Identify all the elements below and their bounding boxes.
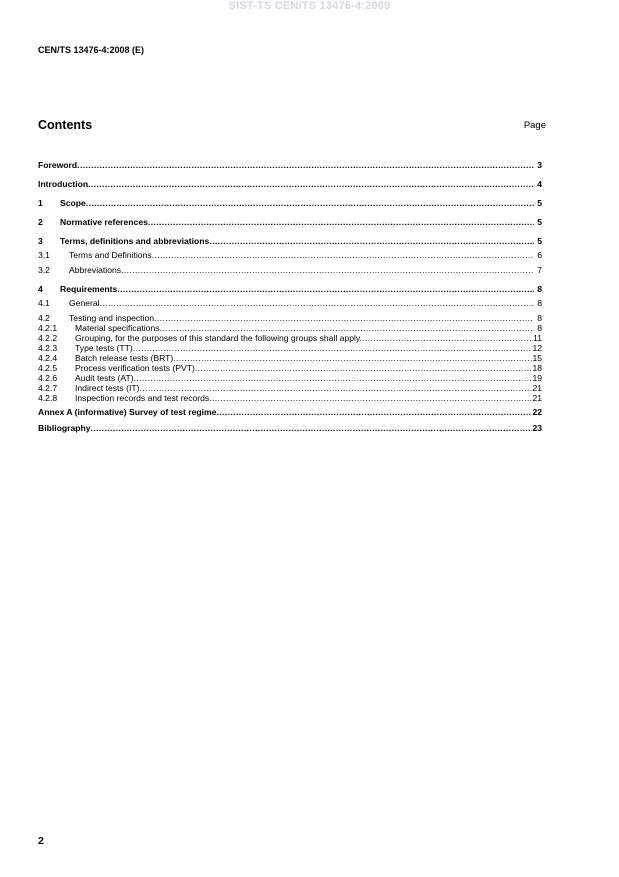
toc-entry-number: 4 [38, 284, 43, 294]
toc-entry-title: Normative references [60, 217, 148, 227]
toc-leader-dots [134, 373, 533, 383]
toc-entry[interactable] [38, 265, 542, 275]
toc-entry[interactable] [38, 298, 542, 308]
toc-entry-page: 8 [537, 298, 542, 308]
toc-entry-page: 11 [533, 333, 542, 343]
toc-leader-dots [209, 393, 532, 403]
toc-leader-dots [160, 323, 534, 333]
toc-leader-dots [148, 217, 534, 227]
toc-entry-title: Testing and inspection [69, 313, 155, 323]
toc-entry-title: General [69, 298, 100, 308]
toc-leader-dots [100, 298, 534, 308]
toc-leader-dots [133, 343, 533, 353]
toc-entry-page: 21 [532, 393, 542, 403]
toc-leader-dots [209, 236, 534, 246]
toc-entry-title: Type tests (TT) [75, 343, 133, 353]
toc-entry-number: 2 [38, 217, 43, 227]
toc-entry[interactable] [38, 333, 542, 343]
toc-entry-page: 23 [532, 423, 542, 433]
toc-entry-number: 4.2.4 [38, 353, 58, 363]
toc-entry[interactable] [38, 407, 542, 417]
toc-entry-page: 8 [537, 313, 542, 323]
toc-leader-dots [195, 363, 533, 373]
toc-leader-dots [139, 383, 532, 393]
toc-entry-page: 21 [532, 383, 542, 393]
toc-entry-page: 4 [537, 179, 542, 189]
toc-entry-title: Batch release tests (BRT) [75, 353, 174, 363]
table-of-contents [38, 160, 542, 433]
toc-entry-title: Process verification tests (PVT) [75, 363, 195, 373]
toc-entry-number: 3.2 [38, 265, 50, 275]
toc-leader-dots [91, 423, 533, 433]
toc-entry-title: Material specifications [75, 323, 160, 333]
toc-entry-page: 7 [537, 265, 542, 275]
toc-leader-dots [173, 353, 532, 363]
toc-entry-page: 8 [537, 284, 542, 294]
toc-entry-title: Scope [60, 198, 86, 208]
toc-entry-title: Terms, definitions and abbreviations [60, 236, 210, 246]
toc-entry-title: Annex A (informative) Survey of test regime [38, 407, 217, 417]
toc-entry-number: 1 [38, 198, 43, 208]
toc-entry-page: 6 [537, 250, 542, 260]
toc-entry-page: 12 [532, 343, 542, 353]
toc-entry-number: 4.2.7 [38, 383, 58, 393]
toc-entry[interactable] [38, 160, 542, 170]
toc-entry-title: Grouping, for the purposes of this standard the following groups shall apply. [75, 333, 362, 343]
toc-entry-title: Requirements [60, 284, 118, 294]
toc-entry-title: Indirect tests (IT) [75, 383, 140, 393]
toc-entry-page: 3 [537, 160, 542, 170]
toc-entry-title: Abbreviations [69, 265, 122, 275]
toc-entry[interactable] [38, 217, 542, 227]
page-column-label: Page [523, 120, 546, 131]
toc-leader-dots [117, 284, 534, 294]
toc-entry-page: 8 [537, 323, 542, 333]
toc-entry-page: 19 [532, 373, 542, 383]
toc-leader-dots [88, 179, 534, 189]
toc-entry-number: 4.2.5 [38, 363, 58, 373]
toc-entry-title: Audit tests (AT) [75, 373, 134, 383]
toc-entry[interactable] [38, 323, 542, 333]
toc-entry[interactable] [38, 393, 542, 403]
toc-leader-dots [216, 407, 532, 417]
toc-entry-page: 22 [532, 407, 542, 417]
watermark: SIST-TS CEN/TS 13476-4:2009 [228, 0, 391, 12]
toc-entry[interactable] [38, 383, 542, 393]
toc-leader-dots [86, 198, 534, 208]
toc-entry[interactable] [38, 423, 542, 433]
toc-entry-number: 4.2.2 [38, 333, 58, 343]
toc-entry-page: 5 [537, 217, 542, 227]
toc-entry[interactable] [38, 250, 542, 260]
toc-leader-dots [121, 265, 534, 275]
toc-entry-number: 4.2.8 [38, 393, 58, 403]
document-id: CEN/TS 13476-4:2008 (E) [38, 45, 145, 55]
toc-entry[interactable] [38, 343, 542, 353]
toc-entry-title: Foreword [38, 160, 78, 170]
toc-leader-dots [152, 250, 534, 260]
toc-entry[interactable] [38, 373, 542, 383]
toc-entry-number: 4.2 [38, 313, 50, 323]
toc-entry-title: Inspection records and test records [75, 393, 210, 403]
toc-entry-page: 15 [532, 353, 542, 363]
contents-title: Contents [38, 118, 93, 132]
toc-entry-page: 18 [532, 363, 542, 373]
page-number: 2 [38, 835, 44, 847]
toc-leader-dots [154, 313, 534, 323]
toc-entry[interactable] [38, 313, 542, 323]
toc-entry-number: 4.1 [38, 298, 50, 308]
toc-entry[interactable] [38, 179, 542, 189]
toc-entry-page: 5 [537, 198, 542, 208]
toc-entry-number: 3 [38, 236, 43, 246]
toc-entry-page: 5 [537, 236, 542, 246]
toc-leader-dots [77, 160, 534, 170]
toc-entry[interactable] [38, 236, 542, 246]
toc-entry[interactable] [38, 284, 542, 294]
toc-entry-number: 4.2.1 [38, 323, 58, 333]
toc-entry-number: 4.2.3 [38, 343, 58, 353]
toc-entry-number: 4.2.6 [38, 373, 58, 383]
toc-entry-title: Terms and Definitions [69, 250, 152, 260]
toc-entry[interactable] [38, 363, 542, 373]
toc-entry-title: Introduction [38, 179, 89, 189]
toc-entry[interactable] [38, 353, 542, 363]
toc-entry-number: 3.1 [38, 250, 50, 260]
toc-leader-dots [362, 333, 533, 343]
toc-entry[interactable] [38, 198, 542, 208]
toc-entry-title: Bibliography [38, 423, 91, 433]
